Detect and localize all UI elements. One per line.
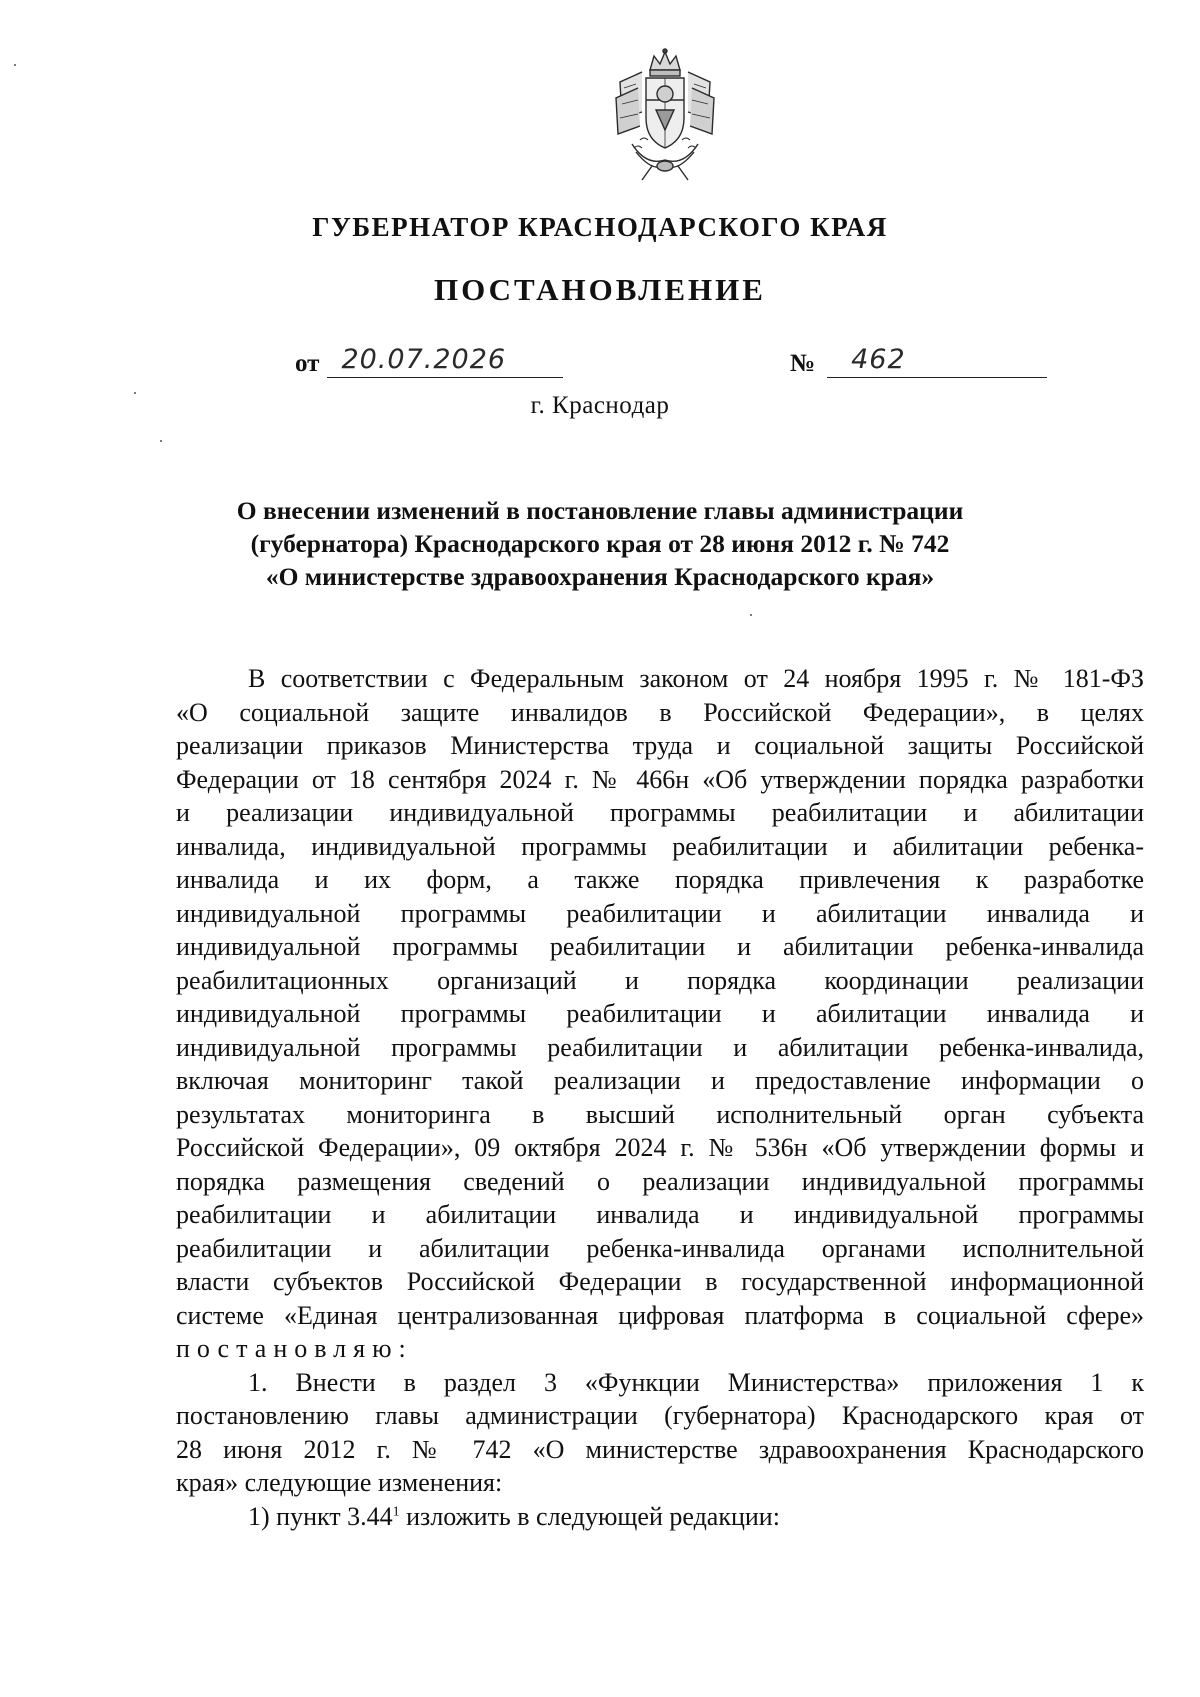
body-line: «О социальной защите инвалидов в Российской Федерации», в целях [176,697,1144,727]
item1-line: постановлению главы администрации (губернатора) Краснодарского края от [176,1401,1144,1430]
subject-line: О внесении изменений в постановление главы администрации [236,496,964,525]
body-line: реабилитации и абилитации ребенка-инвалида органами исполнительной [176,1233,1144,1263]
body-line: Федерации от 18 сентября 2024 г. № 466н «Об утверждении порядка разработки [176,764,1144,794]
body-line: порядка размещения сведений о реализации индивидуальной программы [176,1166,1144,1196]
subitem-line [176,1500,1144,1534]
number-value: 462 [827,343,1047,378]
document-body [176,662,1144,1533]
body-line: результатах мониторинга в высший исполнительный орган субъекта [176,1099,1144,1129]
subitem-suffix: изложить в следующей редакции: [399,1501,780,1531]
scan-speck [134,392,136,394]
item1-line: края» следующие изменения: [176,1468,503,1497]
scan-speck [750,614,752,616]
body-line: власти субъектов Российской Федерации в государственной информационной [176,1267,1144,1296]
body-line: реализации приказов Министерства труда и социальной защиты Российской [176,731,1144,760]
date-line [295,343,563,378]
number-label: № [790,350,816,377]
body-line: реабилитационных организаций и порядка координации реализации [176,965,1144,995]
subject-line: «О министерстве здравоохранения Краснодарского края» [265,562,935,591]
subject-line: (губернатора) Краснодарского края от 28 июня 2012 г. № 742 [250,529,950,558]
document-type-title: ПОСТАНОВЛЕНИЕ [434,272,766,307]
decree-word: постановляю: [176,1334,413,1363]
item1-line: 28 июня 2012 г. № 742 «О министерстве здравоохранения Краснодарского [176,1434,1144,1464]
subitem-superscript: 1 [392,1503,400,1519]
body-line: и реализации индивидуальной программы реабилитации и абилитации [176,798,1144,827]
body-line: включая мониторинг такой реализации и предоставление информации о [176,1066,1144,1095]
coat-of-arms-emblem [612,48,718,184]
body-line: В соответствии с Федеральным законом от 24 ноября 1995 г. № 181-ФЗ [248,664,1144,693]
body-line: инвалида и их форм, а также порядка привлечения к разработке [176,865,1144,894]
scan-speck [160,440,162,442]
date-value: 20.07.2026 [327,343,563,378]
organization-title: ГУБЕРНАТОР КРАСНОДАРСКОГО КРАЯ [312,212,888,242]
subitem-prefix: 1) пункт 3.44 [248,1501,393,1531]
document-subject [0,494,1200,593]
number-line [790,343,1047,378]
body-line: Российской Федерации», 09 октября 2024 г. № 536н «Об утверждении формы и [176,1133,1144,1162]
item1-line: 1. Внести в раздел 3 «Функции Министерства» приложения 1 к [248,1367,1144,1397]
city-line: г. Краснодар [530,392,670,419]
body-line: реабилитации и абилитации инвалида и индивидуальной программы [176,1200,1144,1229]
body-line: индивидуальной программы реабилитации и абилитации инвалида и [176,999,1144,1028]
scan-speck [14,64,16,66]
body-line: инвалида, индивидуальной программы реабилитации и абилитации ребенка- [176,831,1144,861]
body-line: индивидуальной программы реабилитации и абилитации ребенка-инвалида [176,932,1144,961]
body-line: системе «Единая централизованная цифровая платформа в социальной сфере» [176,1300,1144,1330]
body-line: индивидуальной программы реабилитации и абилитации инвалида и [176,898,1144,928]
body-line: индивидуальной программы реабилитации и абилитации ребенка-инвалида, [176,1032,1144,1062]
date-label: от [295,350,320,377]
